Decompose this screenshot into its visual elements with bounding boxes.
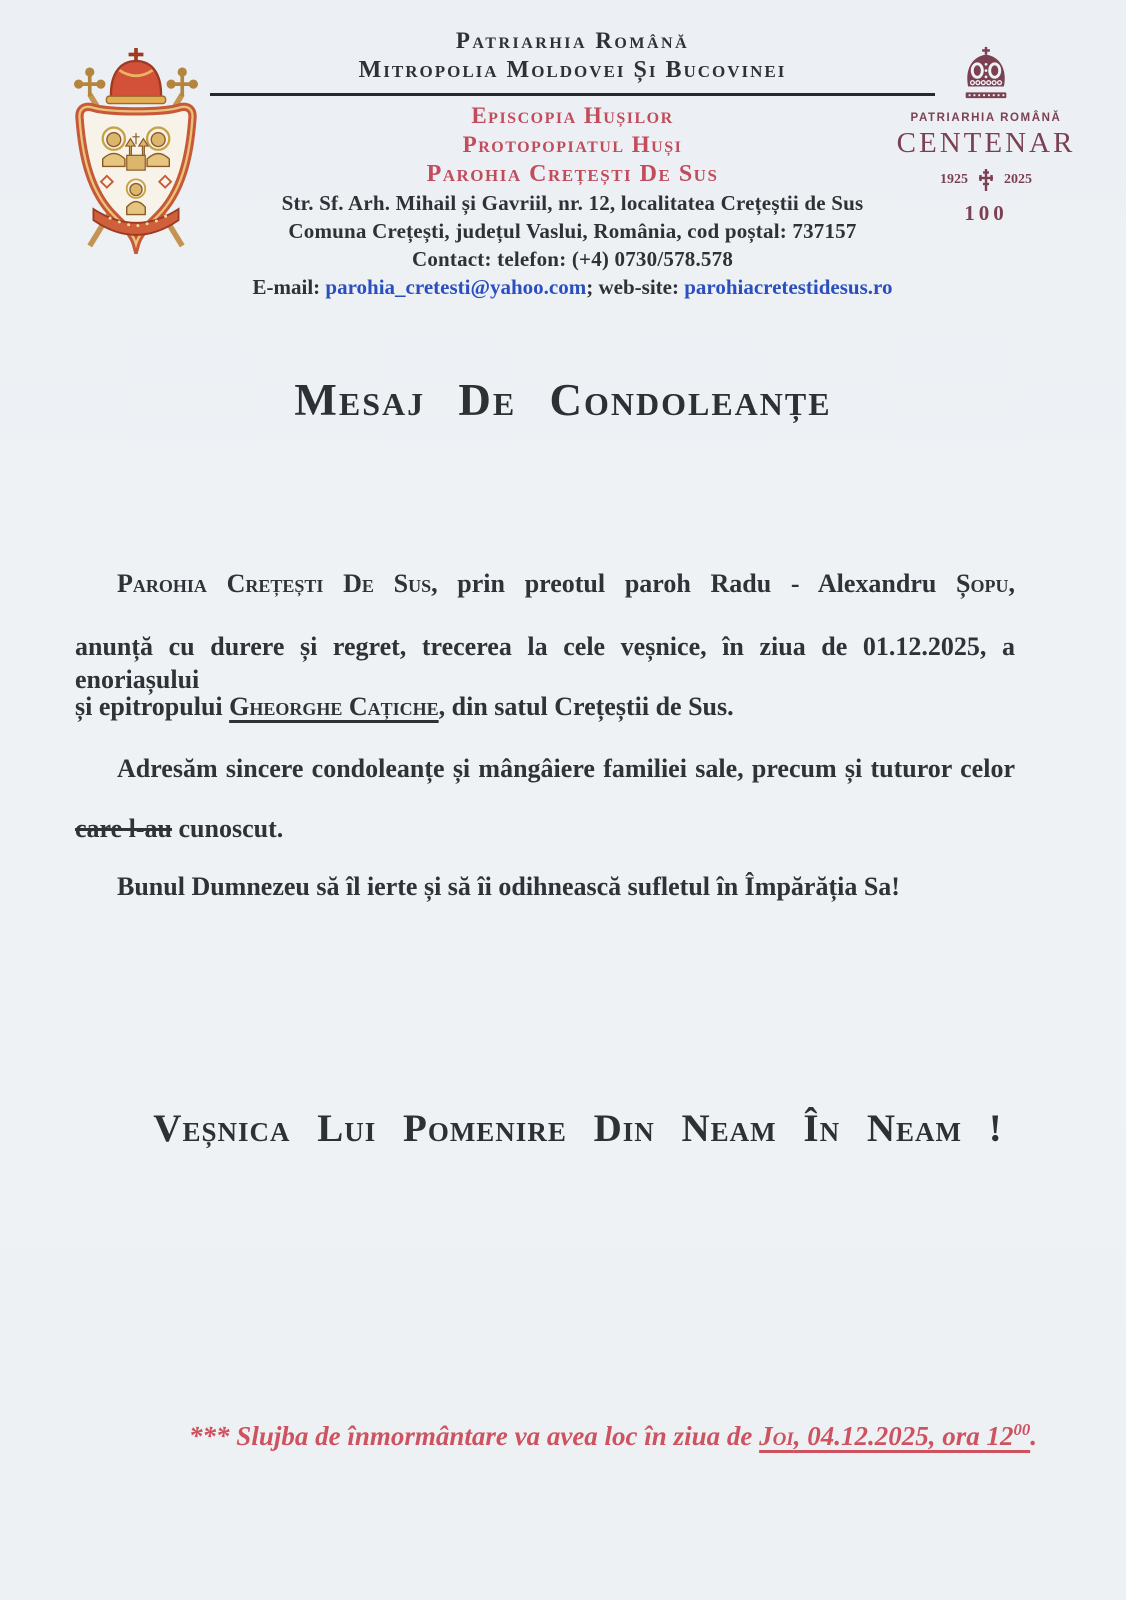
footer-prefix: *** Slujba de înmormântare va avea loc în ziua de <box>189 1421 760 1451</box>
footer-date-underlined <box>759 1421 1030 1451</box>
patriarchal-crown-icon <box>957 46 1015 100</box>
cross-crosslet-icon <box>977 168 995 192</box>
staff-cross-right <box>168 69 196 96</box>
centenar-years <box>886 168 1086 192</box>
crest-crown <box>106 48 165 104</box>
body-line-1 <box>75 568 1015 601</box>
centenar-title: CENTENAR <box>896 127 1076 159</box>
document-title: Mesaj De Condoleanțe <box>294 375 832 425</box>
letterhead-address-1: Str. Sf. Arh. Mihail și Gavriil, nr. 12, localitatea Crețeștii de Sus <box>281 191 864 215</box>
email-label: E-mail: <box>252 275 326 299</box>
funeral-service-note <box>0 1420 1126 1452</box>
deceased-name: Gheorghe Cațiche <box>229 692 439 721</box>
footer-hour-superscript: 00 <box>1013 1420 1031 1439</box>
body-line-3 <box>75 691 1015 724</box>
body-line-5 <box>75 813 1015 846</box>
centenar-logo <box>886 46 1086 226</box>
footer-period: . <box>1030 1421 1037 1451</box>
footer-day: Joi <box>759 1421 794 1451</box>
email-separator: ; <box>586 275 599 299</box>
body-line-5-rest: cunoscut. <box>172 814 284 843</box>
footer-datetime: , 04.12.2025, ora 12 <box>793 1421 1014 1451</box>
body-line-4: Adresăm sincere condoleanțe și mângâiere familiei sale, precum și tuturor celor <box>117 754 1015 783</box>
body-line-2: anunță cu durere și regret, trecerea la cele veșnice, în ziua de 01.12.2025, a enoriașului <box>75 632 1015 694</box>
letterhead-diocese: Episcopia Hușilor <box>471 103 674 128</box>
letterhead-deanery: Protopopiatul Huși <box>462 132 683 157</box>
letterhead-patriarchy: Patriarhia Română <box>455 28 690 53</box>
letterhead-contact: Contact: telefon: (+4) 0730/578.578 <box>411 247 734 271</box>
centenar-year-start: 1925 <box>940 172 968 187</box>
body-line-6: Bunul Dumnezeu să îl ierte și să îi odihnească sufletul în Împărăția Sa! <box>117 872 900 901</box>
staff-cross-left <box>76 69 104 96</box>
body-line-3-start: și epitropului <box>75 692 230 721</box>
email-address: parohia_cretesti@yahoo.com <box>325 275 587 299</box>
parish-name: Parohia Crețești De Sus <box>117 569 432 598</box>
coat-of-arms-icon <box>62 40 210 259</box>
body-line-1-end: , <box>1008 569 1016 598</box>
centenar-year-end: 2025 <box>1004 172 1032 187</box>
letterhead-email-line <box>200 275 945 300</box>
memorial-line: Veșnica Lui Pomenire Din Neam În Neam ! <box>153 1107 1003 1150</box>
centenar-number: 100 <box>964 201 1008 225</box>
centenar-org-label: PATRIARHIA ROMÂNĂ <box>910 112 1062 124</box>
website-address: parohiacretestidesus.ro <box>684 275 893 299</box>
letterhead-parish: Parohia Crețești De Sus <box>426 161 719 187</box>
letterhead <box>200 28 945 300</box>
struck-text: care l-au <box>75 814 172 843</box>
body-line-3-end: , din satul Crețeștii de Sus. <box>438 692 734 721</box>
letterhead-address-2: Comuna Crețești, județul Vaslui, România, cod poștal: 737157 <box>288 219 857 243</box>
separator-line <box>210 93 935 96</box>
body-line-1-text: , prin preotul paroh Radu - Alexandru <box>431 569 957 598</box>
letterhead-metropolis: Mitropolia Moldovei Și Bucovinei <box>358 57 787 83</box>
website-label: web-site: <box>598 275 685 299</box>
priest-name: Șopu <box>956 569 1009 598</box>
